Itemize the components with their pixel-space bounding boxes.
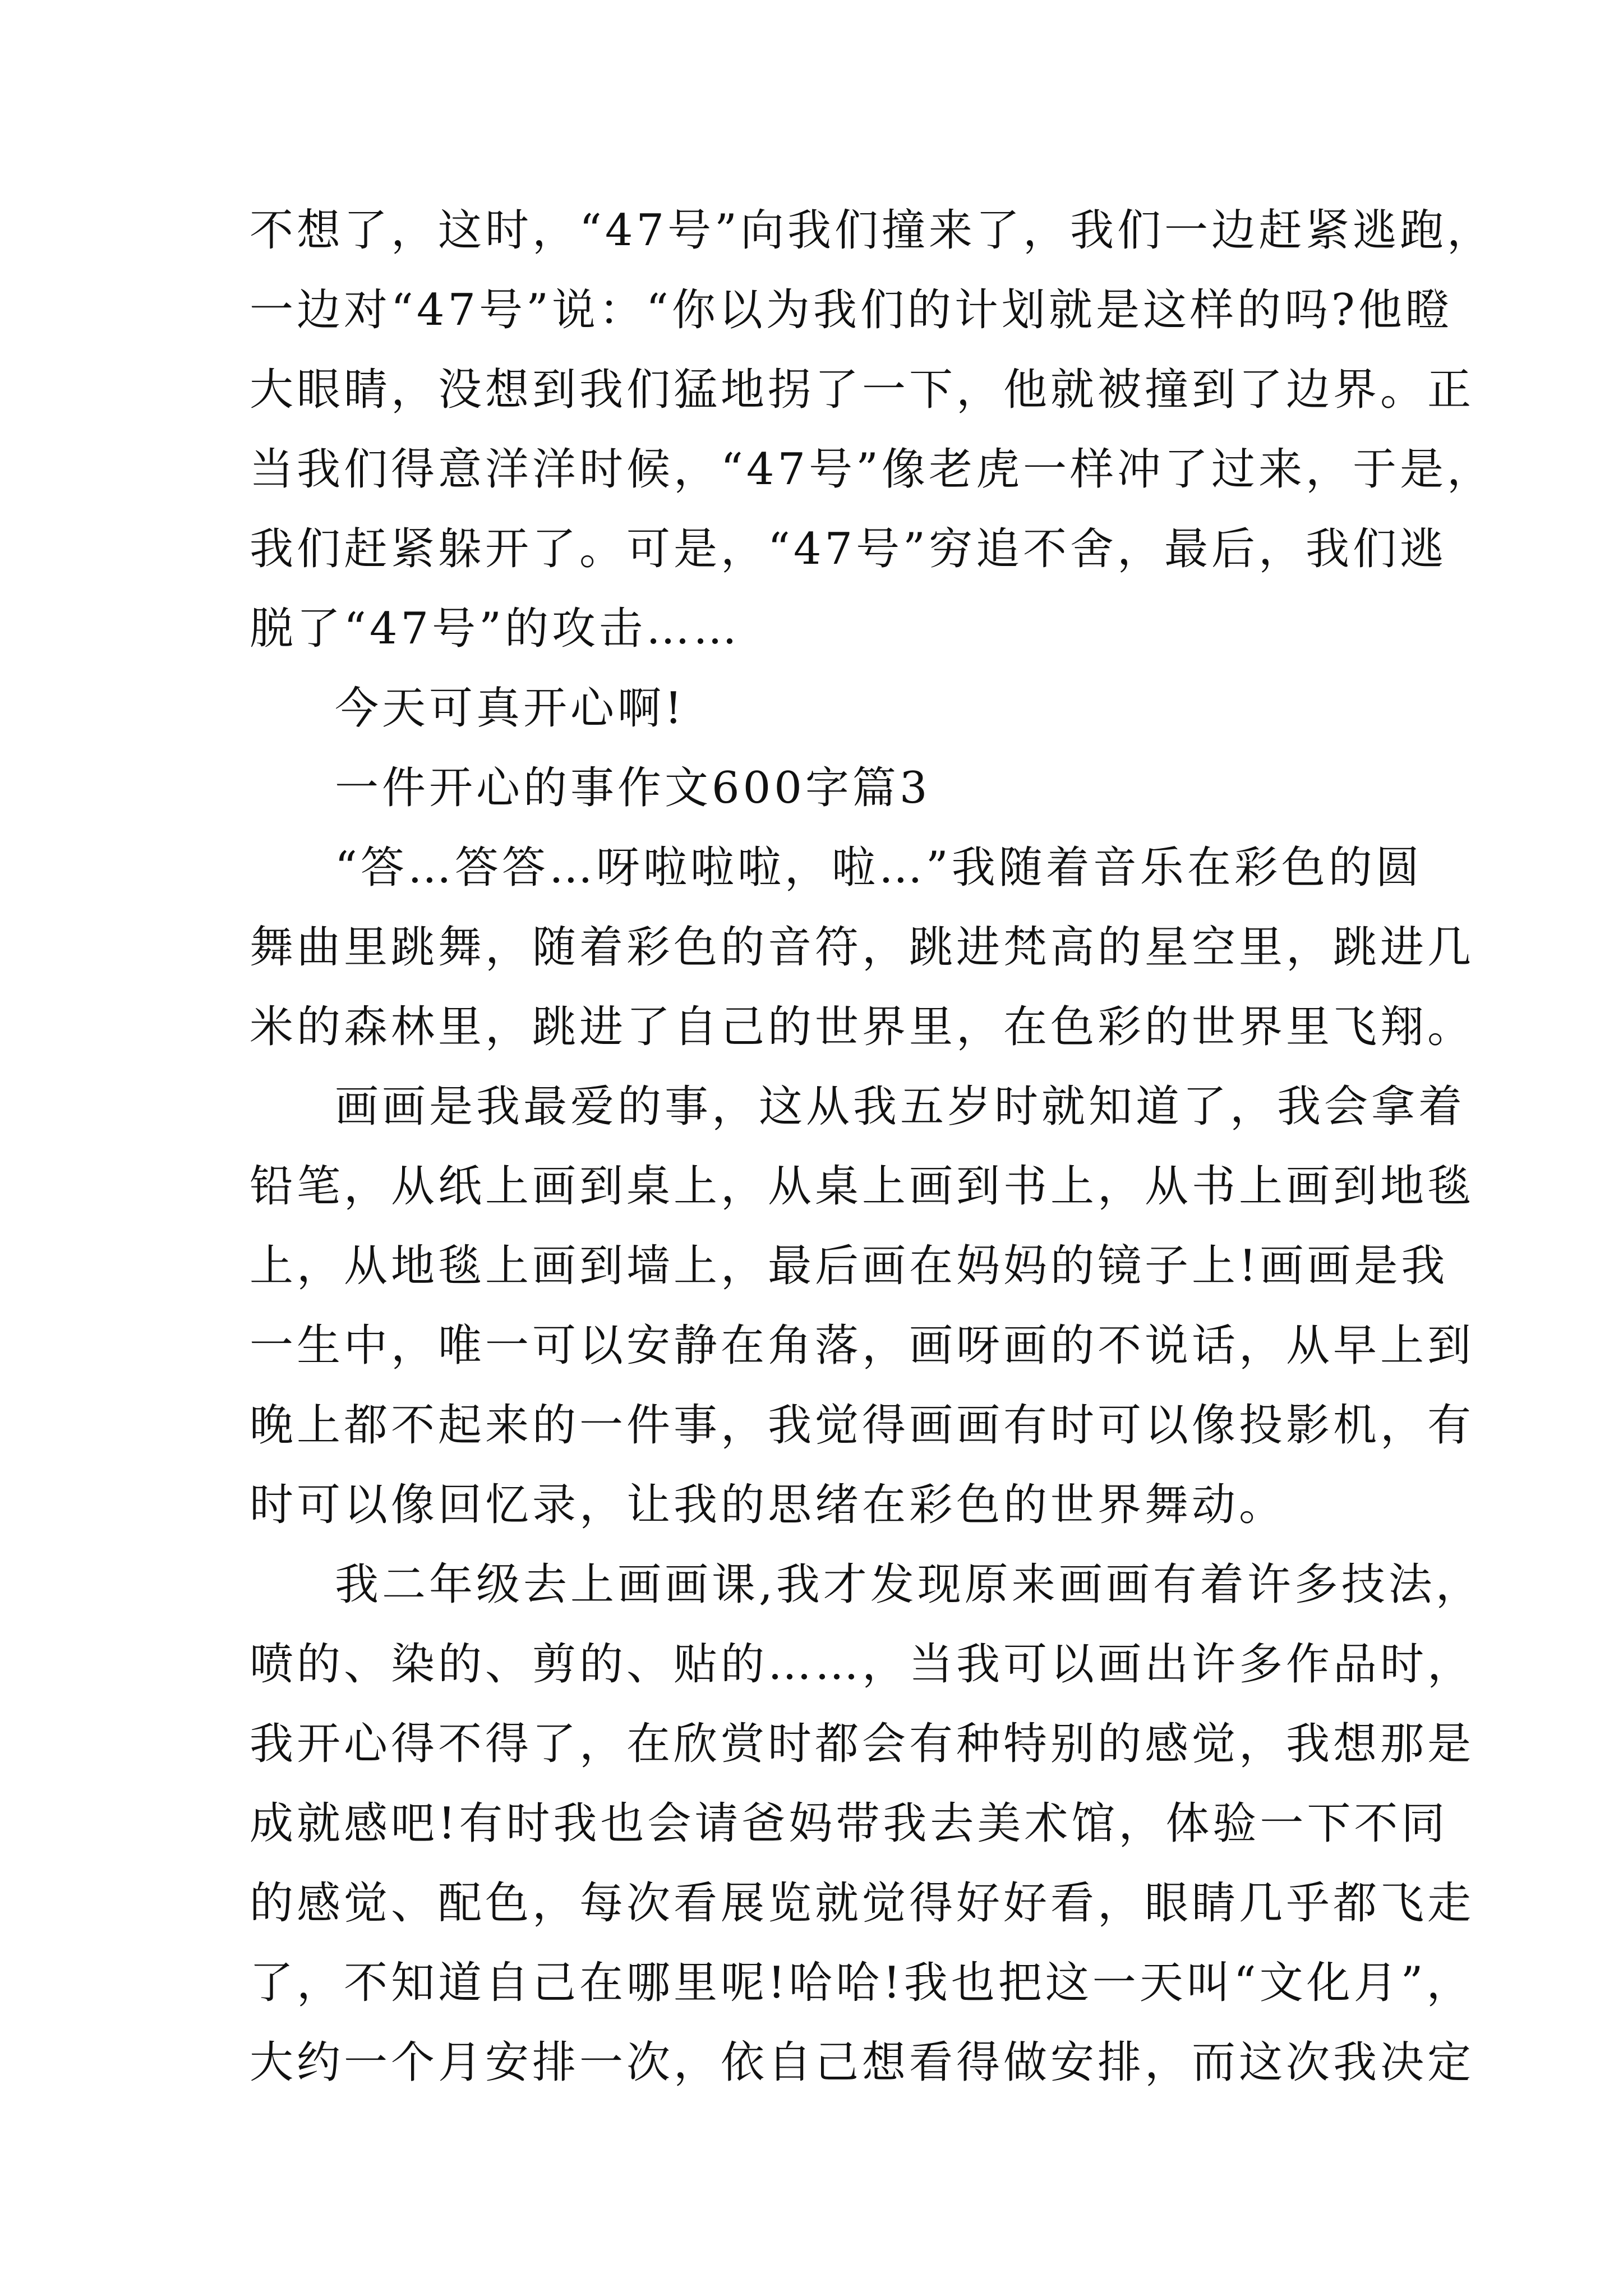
text-line: 不想了，这时，“47号”向我们撞来了，我们一边赶紧逃跑， — [250, 205, 1495, 256]
text-line: 了，不知道自己在哪里呢!哈哈!我也把这一天叫“文化月”， — [250, 1958, 1474, 2008]
text-line: 画画是我最爱的事，这从我五岁时就知道了，我会拿着 — [335, 1082, 1466, 1132]
text-line: 当我们得意洋洋时候，“47号”像老虎一样冲了过来，于是， — [250, 444, 1495, 495]
text-line: 大约一个月安排一次，依自己想看得做安排，而这次我决定 — [250, 2037, 1475, 2088]
text-line: 我开心得不得了，在欣赏时都会有种特别的感觉，我想那是 — [250, 1719, 1475, 1769]
text-line: 一生中，唯一可以安静在角落，画呀画的不说话，从早上到 — [250, 1320, 1475, 1371]
text-line: 我二年级去上画画课,我才发现原来画画有着许多技法， — [335, 1559, 1483, 1610]
text-line: 我们赶紧躲开了。可是，“47号”穷追不舍，最后，我们逃 — [250, 524, 1447, 574]
essay-text — [250, 191, 1495, 2102]
text-line: 晚上都不起来的一件事，我觉得画画有时可以像投影机，有 — [250, 1400, 1475, 1451]
text-line: 米的森林里，跳进了自己的世界里，在色彩的世界里飞翔。 — [250, 1002, 1475, 1052]
text-line: 今天可真开心啊! — [335, 683, 686, 734]
text-line: 一边对“47号”说：“你以为我们的计划就是这样的吗?他瞪 — [250, 285, 1453, 335]
text-line: “答…答答…呀啦啦啦，啦…”我随着音乐在彩色的圆 — [335, 843, 1423, 893]
text-line: 脱了“47号”的攻击…… — [250, 604, 741, 654]
text-line: 铅笔，从纸上画到桌上，从桌上画到书上，从书上画到地毯 — [250, 1161, 1475, 1212]
text-line: 上，从地毯上画到墙上，最后画在妈妈的镜子上!画画是我 — [250, 1241, 1449, 1291]
text-line: 喷的、染的、剪的、贴的……，当我可以画出许多作品时， — [250, 1639, 1475, 1690]
text-line: 大眼睛，没想到我们猛地拐了一下，他就被撞到了边界。正 — [250, 365, 1475, 415]
text-line: 舞曲里跳舞，随着彩色的音符，跳进梵高的星空里，跳进几 — [250, 922, 1475, 973]
text-line: 时可以像回忆录，让我的思绪在彩色的世界舞动。 — [250, 1480, 1287, 1530]
text-line: 成就感吧!有时我也会请爸妈带我去美术馆，体验一下不同 — [250, 1798, 1449, 1849]
section-heading: 一件开心的事作文600字篇3 — [335, 763, 931, 813]
text-line: 的感觉、配色，每次看展览就觉得好好看，眼睛几乎都飞走 — [250, 1878, 1475, 1929]
